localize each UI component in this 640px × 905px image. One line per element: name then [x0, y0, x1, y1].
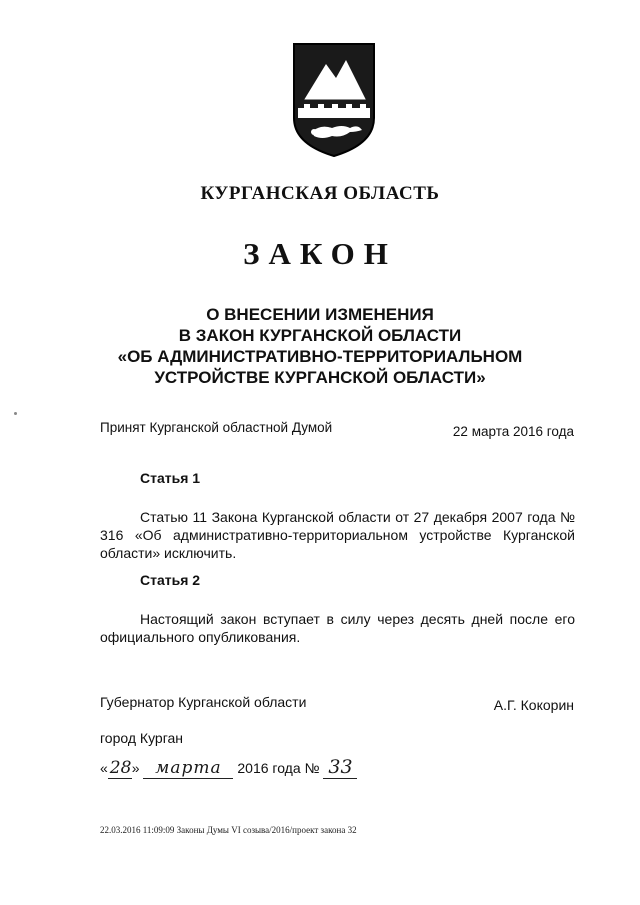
signing-date-line: [100, 756, 357, 779]
article-2-title: Статья 2: [140, 572, 201, 588]
law-heading-line: УСТРОЙСТВЕ КУРГАНСКОЙ ОБЛАСТИ»: [154, 368, 486, 387]
governor-position: Губернатор Курганской области: [100, 694, 307, 710]
law-heading-line: О ВНЕСЕНИИ ИЗМЕНЕНИЯ: [206, 305, 434, 324]
law-heading-line: «ОБ АДМИНИСТРАТИВНО-ТЕРРИТОРИАЛЬНОМ: [117, 347, 523, 366]
article-2-text: Настоящий закон вступает в силу через десять дней после его официального опубликования.: [100, 611, 575, 645]
article-1-title: Статья 1: [140, 470, 201, 486]
governor-name: А.Г. Кокорин: [493, 697, 574, 713]
footer-file-path: 22.03.2016 11:09:09 Законы Думы VI созыва/2016/проект закона 32: [100, 825, 357, 835]
scan-artifact: [14, 412, 17, 415]
article-1-text: Статью 11 Закона Курганской области от 27 декабря 2007 года № 316 «Об административно-территориальном устройстве Курганской области» исключить.: [100, 509, 575, 561]
handwritten-law-number: 33: [323, 756, 357, 779]
law-heading: [60, 304, 580, 388]
coat-of-arms-emblem: [290, 40, 378, 158]
handwritten-month: марта: [143, 758, 233, 779]
region-title: КУРГАНСКАЯ ОБЛАСТЬ: [200, 183, 440, 204]
open-quote: «: [100, 760, 108, 776]
year-and-number-label: 2016 года №: [237, 760, 320, 776]
coat-of-arms-icon: [290, 40, 378, 158]
document-type-title: ЗАКОН: [243, 236, 397, 271]
handwritten-day: 28: [109, 758, 132, 778]
adoption-label: Принят Курганской областной Думой: [100, 420, 333, 435]
law-heading-line: В ЗАКОН КУРГАНСКОЙ ОБЛАСТИ: [178, 326, 462, 345]
signing-city: город Курган: [100, 730, 184, 746]
close-quote: »: [131, 760, 140, 776]
adoption-date: 22 марта 2016 года: [452, 424, 574, 439]
